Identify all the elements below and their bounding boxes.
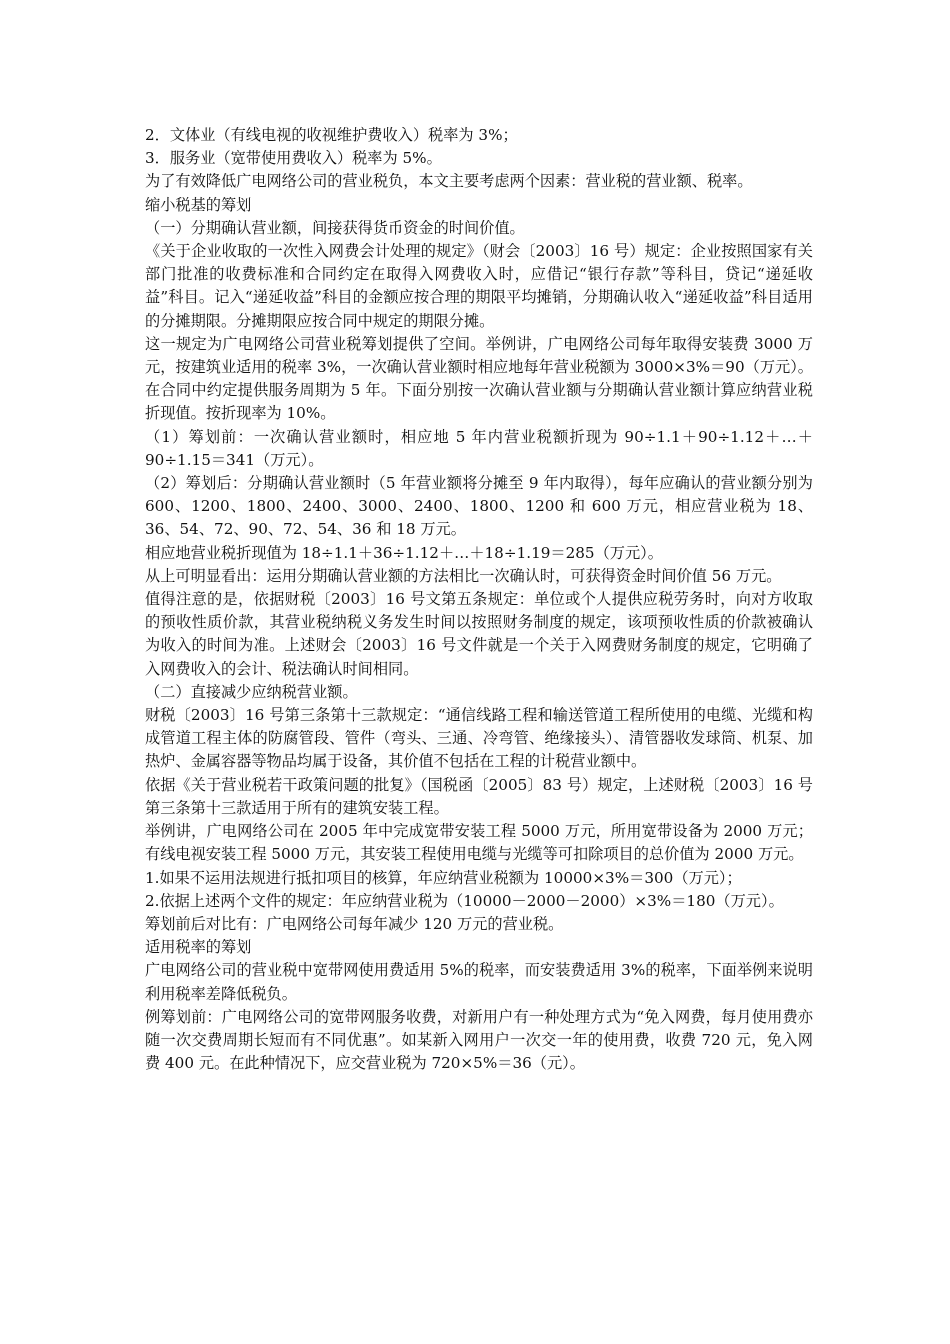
paragraph: （1）筹划前：一次确认营业额时，相应地 5 年内营业税额折现为 90÷1.1＋90÷1.12＋…＋90÷1.15＝341（万元）。 xyxy=(145,427,813,469)
section-heading: 适用税率的筹划 xyxy=(145,938,252,957)
paragraph: 为了有效降低广电网络公司的营业税负，本文主要考虑两个因素：营业税的营业额、税率。 xyxy=(145,172,753,191)
paragraph: 2.依据上述两个文件的规定：年应纳营业税为（10000－2000－2000）×3%＝180（万元）。 xyxy=(145,891,784,910)
paragraph: 举例讲，广电网络公司在 2005 年中完成宽带安装工程 5000 万元，所用宽带设备为 2000 万元；有线电视安装工程 5000 万元，其安装工程使用电缆与光缆等可扣除项目的总价值为 2000 万元。 xyxy=(145,822,813,864)
paragraph: （2）筹划后：分期确认营业额时（5 年营业额将分摊至 9 年内取得），每年应确认的营业额分别为 600、1200、1800、2400、3000、2400、1800、1200 和 600 万元，相应营业税为 18、36、54、72、90、72、54、36 和 18 万元。 xyxy=(145,474,813,539)
paragraph: 广电网络公司的营业税中宽带网使用费适用 5%的税率，而安装费适用 3%的税率，下面举例来说明利用税率差降低税负。 xyxy=(145,961,813,1003)
paragraph: 例筹划前：广电网络公司的宽带网服务收费，对新用户有一种处理方式为“免入网费，每月使用费亦随一次交费周期长短而有不同优惠”。如某新入网用户一次交一年的使用费，收费 720 元，免入网费 400 元。在此种情况下，应交营业税为 720×5%＝36（元）。 xyxy=(145,1007,813,1073)
paragraph: 《关于企业收取的一次性入网费会计处理的规定》（财会〔2003〕16 号）规定：企业按照国家有关部门批准的收费标准和合同约定在取得入网费收入时，应借记“银行存款”等科目，贷记“递延收益”科目。记入“递延收益”科目的金额应按合理的期限平均摊销，分期确认收入“递延收益”科目适用的分摊期限。分摊期限应按合同中规定的期限分摊。 xyxy=(145,242,813,330)
paragraph: 相应地营业税折现值为 18÷1.1＋36÷1.12＋…＋18÷1.19＝285（万元）。 xyxy=(145,543,663,562)
paragraph: 从上可明显看出：运用分期确认营业额的方法相比一次确认时，可获得资金时间价值 56 万元。 xyxy=(145,566,782,585)
paragraph: 3．服务业（宽带使用费收入）税率为 5%。 xyxy=(145,149,442,168)
document-body xyxy=(145,124,813,1075)
paragraph: 这一规定为广电网络公司营业税筹划提供了空间。举例讲，广电网络公司每年取得安装费 3000 万元，按建筑业适用的税率 3%，一次确认营业额时相应地每年营业税额为 3000×3%＝90（万元）。在合同中约定提供服务周期为 5 年。下面分别按一次确认营业额与分期确认营业额计算应纳营业税折现值。按折现率为 10%。 xyxy=(145,334,813,423)
subsection-heading: （二）直接减少应纳税营业额。 xyxy=(145,682,358,701)
paragraph: 筹划前后对比有：广电网络公司每年减少 120 万元的营业税。 xyxy=(145,914,564,933)
subsection-heading: （一）分期确认营业额，间接获得货币资金的时间价值。 xyxy=(145,218,525,237)
paragraph: 2．文体业（有线电视的收视维护费收入）税率为 3%； xyxy=(145,126,518,144)
paragraph: 依据《关于营业税若干政策问题的批复》（国税函〔2005〕83 号）规定，上述财税〔2003〕16 号第三条第十三款适用于所有的建筑安装工程。 xyxy=(145,775,813,817)
section-heading: 缩小税基的筹划 xyxy=(145,195,252,214)
paragraph: 值得注意的是，依据财税〔2003〕16 号文第五条规定：单位或个人提供应税劳务时，向对方收取的预收性质价款，其营业税纳税义务发生时间以按照财务制度的规定，该项预收性质的价款被确认为收入的时间为准。上述财会〔2003〕16 号文件就是一个关于入网费财务制度的规定，它明确了入网费收入的会计、税法确认时间相同。 xyxy=(145,590,813,678)
paragraph: 财税〔2003〕16 号第三条第十三款规定：“通信线路工程和输送管道工程所使用的电缆、光缆和构成管道工程主体的防腐管段、管件（弯头、三通、冷弯管、绝缘接头）、清管器收发球筒、机泵、加热炉、金属容器等物品均属于设备，其价值不包括在工程的计税营业额中。 xyxy=(145,706,813,771)
paragraph: 1.如果不运用法规进行抵扣项目的核算，年应纳营业税额为 10000×3%＝300（万元）； xyxy=(145,868,742,887)
